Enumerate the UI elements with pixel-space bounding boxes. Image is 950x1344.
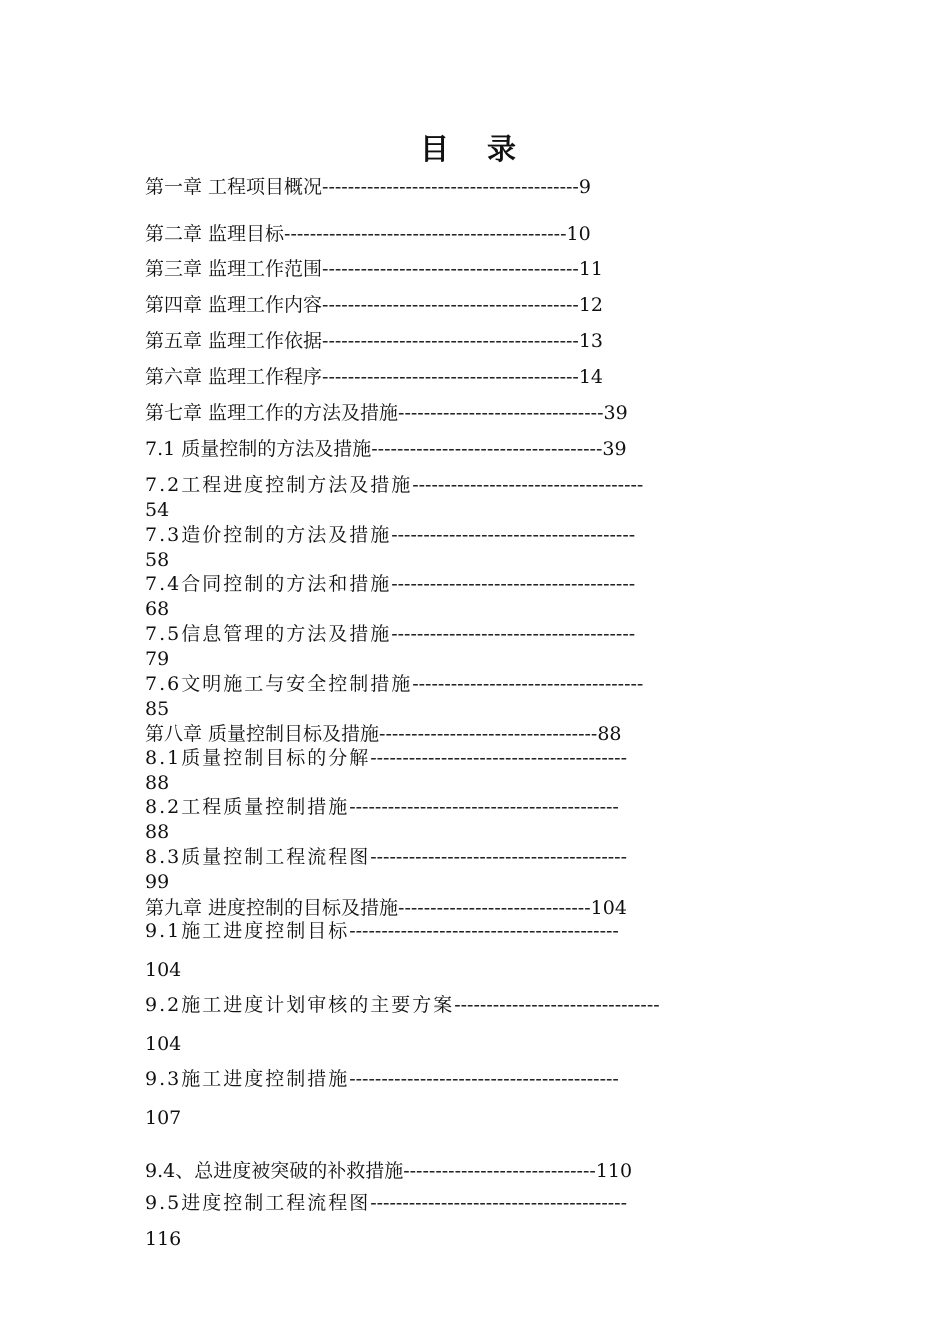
toc-entry[interactable] bbox=[145, 896, 805, 920]
toc-entry[interactable] bbox=[145, 572, 805, 596]
toc-entry[interactable] bbox=[145, 365, 805, 389]
toc-entry-label: 8.3质量控制工程流程图 bbox=[145, 846, 371, 868]
toc-entry[interactable] bbox=[145, 622, 805, 646]
toc-leader: ------------------------------------------ bbox=[349, 1068, 619, 1090]
toc-leader: ------------------------------------ bbox=[412, 474, 644, 496]
toc-entry[interactable] bbox=[145, 437, 805, 461]
toc-page-number: 12 bbox=[578, 294, 604, 316]
toc-entry-label: 7.4合同控制的方法和措施 bbox=[145, 573, 392, 595]
toc-entry-label: 7.6文明施工与安全控制措施 bbox=[145, 673, 413, 695]
toc-entry-label: 第四章 监理工作内容 bbox=[145, 294, 323, 316]
toc-leader: ------------------------------------ bbox=[371, 438, 603, 460]
toc-page-number: 116 bbox=[145, 1228, 182, 1250]
toc-entry[interactable] bbox=[145, 293, 805, 317]
toc-page-number: 54 bbox=[145, 499, 170, 521]
toc-entry-label: 7.5信息管理的方法及措施 bbox=[145, 623, 392, 645]
toc-page-number: 14 bbox=[578, 366, 604, 388]
toc-entry-label: 第八章 质量控制目标及措施 bbox=[145, 723, 380, 745]
toc-entry-label: 第九章 进度控制的目标及措施 bbox=[145, 897, 399, 919]
toc-entry[interactable] bbox=[145, 993, 805, 1017]
toc-leader: ------------------------------------------ bbox=[349, 920, 619, 942]
toc-leader: ---------------------------------------- bbox=[370, 747, 628, 769]
toc-leader: ---------------------------------------- bbox=[322, 294, 579, 316]
toc-entry-label: 第五章 监理工作依据 bbox=[145, 330, 323, 352]
toc-page-number: 68 bbox=[145, 598, 170, 620]
toc-entry-label: 9.2施工进度计划审核的主要方案 bbox=[145, 994, 455, 1016]
toc-entry[interactable] bbox=[145, 329, 805, 353]
toc-leader: ---------------------------------- bbox=[379, 723, 598, 745]
toc-page-number: 110 bbox=[595, 1160, 633, 1182]
toc-leader: ---------------------------------------- bbox=[322, 330, 579, 352]
toc-entry[interactable] bbox=[145, 795, 805, 819]
toc-entry-label: 8.2工程质量控制措施 bbox=[145, 796, 350, 818]
toc-leader: ---------------------------------------- bbox=[322, 258, 579, 280]
toc-leader: -------------------------------------- bbox=[391, 524, 636, 546]
toc-page-number: 99 bbox=[145, 871, 170, 893]
toc-leader: ---------------------------------------- bbox=[370, 846, 628, 868]
page-title: 目 录 bbox=[419, 132, 531, 166]
toc-entry-label: 8.1质量控制目标的分解 bbox=[145, 747, 371, 769]
toc-entry-label: 第一章 工程项目概况 bbox=[145, 176, 323, 198]
toc-entry-label: 9.1施工进度控制目标 bbox=[145, 920, 350, 942]
toc-entry-label: 7.2工程进度控制方法及措施 bbox=[145, 474, 413, 496]
toc-leader: ------------------------------------------ bbox=[349, 796, 619, 818]
toc-entry[interactable] bbox=[145, 175, 805, 199]
toc-entry-label: 第七章 监理工作的方法及措施 bbox=[145, 402, 399, 424]
toc-entry-label: 9.4、总进度被突破的补救措施 bbox=[145, 1160, 404, 1182]
toc-leader: ------------------------------ bbox=[403, 1160, 596, 1182]
toc-leader: -------------------------------------------- bbox=[284, 223, 567, 245]
toc-entry[interactable] bbox=[145, 401, 805, 425]
toc-entry[interactable] bbox=[145, 523, 805, 547]
toc-leader: ------------------------------ bbox=[398, 897, 591, 919]
toc-page-number: 39 bbox=[603, 402, 628, 424]
toc-entry-label: 第三章 监理工作范围 bbox=[145, 258, 323, 280]
toc-entry-label: 7.1 质量控制的方法及措施 bbox=[145, 438, 372, 460]
toc-leader: -------------------------------------- bbox=[391, 573, 636, 595]
toc-entry-label: 第六章 监理工作程序 bbox=[145, 366, 323, 388]
toc-entry[interactable] bbox=[145, 722, 805, 746]
toc-leader: -------------------------------- bbox=[398, 402, 604, 424]
toc-page-number: 104 bbox=[145, 1033, 182, 1055]
toc-page-number: 104 bbox=[590, 897, 627, 919]
toc-entry[interactable] bbox=[145, 222, 805, 246]
toc-entry[interactable] bbox=[145, 473, 805, 497]
toc-page-number: 79 bbox=[145, 648, 170, 670]
toc-page-number: 13 bbox=[578, 330, 604, 352]
toc-leader: -------------------------------- bbox=[454, 994, 660, 1016]
toc-page-number: 10 bbox=[566, 223, 591, 245]
toc-entry[interactable] bbox=[145, 845, 805, 869]
toc-leader: ---------------------------------------- bbox=[322, 176, 579, 198]
toc-page-number: 9 bbox=[578, 176, 591, 198]
toc-entry[interactable] bbox=[145, 746, 805, 770]
toc-page-number: 104 bbox=[145, 959, 182, 981]
toc-entry-label: 9.5进度控制工程流程图 bbox=[145, 1192, 371, 1214]
toc-page-number: 11 bbox=[578, 258, 604, 280]
toc-page-number: 85 bbox=[145, 698, 170, 720]
toc-entry[interactable] bbox=[145, 1159, 805, 1183]
toc-entry[interactable] bbox=[145, 257, 805, 281]
toc-page-number: 39 bbox=[602, 438, 627, 460]
toc-page-number: 88 bbox=[597, 723, 622, 745]
toc-entry[interactable] bbox=[145, 919, 805, 943]
toc-entry[interactable] bbox=[145, 672, 805, 696]
toc-entry-label: 7.3造价控制的方法及措施 bbox=[145, 524, 392, 546]
toc-entry-label: 9.3施工进度控制措施 bbox=[145, 1068, 350, 1090]
toc-leader: ---------------------------------------- bbox=[322, 366, 579, 388]
toc-leader: ---------------------------------------- bbox=[370, 1192, 628, 1214]
toc-leader: -------------------------------------- bbox=[391, 623, 636, 645]
toc-entry[interactable] bbox=[145, 1191, 805, 1215]
toc-leader: ------------------------------------ bbox=[412, 673, 644, 695]
toc-page-number: 88 bbox=[145, 772, 170, 794]
toc-page-number: 88 bbox=[145, 821, 170, 843]
toc-entry-label: 第二章 监理目标 bbox=[145, 223, 285, 245]
toc-page-number: 58 bbox=[145, 549, 170, 571]
toc-entry[interactable] bbox=[145, 1067, 805, 1091]
toc-page-number: 107 bbox=[145, 1107, 182, 1129]
